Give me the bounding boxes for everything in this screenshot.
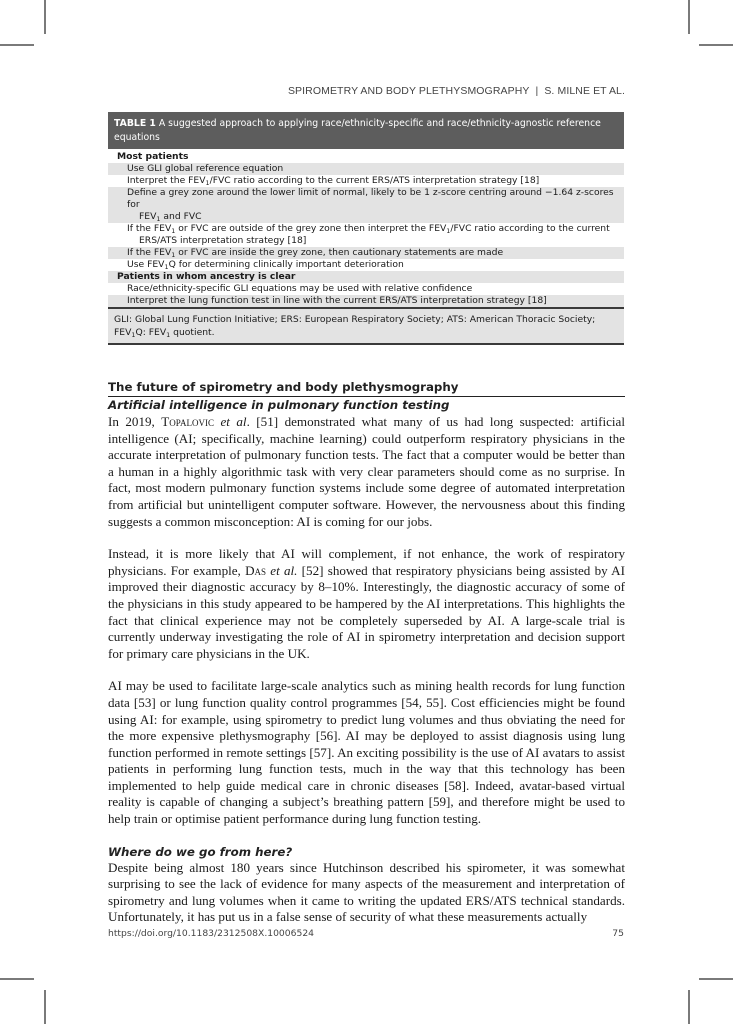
crop-mark (699, 978, 733, 980)
et-al: et al (213, 414, 247, 429)
table-group-heading: Patients in whom ancestry is clear (108, 271, 624, 283)
table-footnote: GLI: Global Lung Function Initiative; ERS: European Respiratory Society; ATS: American Thoracic Society; $FEV_1Q$: $FEV_1$ quotient. (108, 309, 624, 345)
paragraph-4: Despite being almost 180 years since Hutchinson described his spirometer, it was somewhat surprising to see the lack of evidence for many aspects of the measurement and interpretation of spirometry and lung volumes when it came to writing the updated ERS/ATS technical standards. Unfortunately, it has put us in a false sense of security of what these measurements actually (108, 859, 625, 925)
table-row: If the $FEV_1$ or FVC are outside of the grey zone then interpret the $FEV_1$/FVC ratio according to the current ERS/ATS interpretation strategy [18] (127, 223, 610, 246)
doi-link[interactable]: https://doi.org/10.1183/2312508X.10006524 (108, 928, 315, 939)
crop-mark (688, 990, 690, 1024)
table-row: Interpret the lung function test in line with the current ERS/ATS interpretation strategy [18] (108, 295, 624, 307)
running-head-separator: | (535, 85, 539, 97)
table-row: Define a grey zone around the lower limit of normal, likely to be 1 z-score centring around −1.64 z-scores for $FEV_1$ and FVC (108, 187, 624, 223)
table-caption-text: A suggested approach to applying race/ethnicity-specific and race/ethnicity-agnostic reference equations (114, 118, 601, 143)
running-head-title: SPIROMETRY AND BODY PLETHYSMOGRAPHY (287, 85, 530, 97)
subsection-heading: Artificial intelligence in pulmonary function testing (108, 398, 450, 412)
text-run: [52] showed that respiratory physicians being assisted by AI improved their diagnostic accuracy by 8–10%. Interestingly, the diagnostic accuracy of some of the physicians in this study appeared to be hampered by the AI interpretations. This highlights the fact that clinical experience may not be completely superseded by AI. A large-scale trial is currently underway investigating the role of AI in spirometry interpretation and decision support for primary care physicians in the UK. (108, 562, 626, 661)
table-row: Race/ethnicity-specific GLI equations may be used with relative confidence (127, 283, 473, 294)
table-1 (108, 112, 624, 345)
crop-mark (44, 0, 46, 34)
author-name: Topalovic (161, 414, 214, 429)
table-label: TABLE 1 (114, 118, 156, 129)
text-run: . [51] demonstrated what many of us had long suspected: artificial intelligence (AI; specifically, machine learning) could outperform respiratory physicians in the accurate interpretation of pulmonary function tests. The fact that a computer would be better than a human in a highly algorithmic task with very clear parameters should come as no surprise. In fact, most modern pulmonary function systems include some degree of automated interpretation from artificial but unintelligent computer software. However, the nervousness about this finding suggests a common misconception: AI is coming for our jobs. (108, 414, 625, 529)
author-name: Das (245, 562, 267, 578)
crop-mark (44, 990, 46, 1024)
section-future (108, 380, 625, 926)
subsection-heading: Where do we go from here? (108, 844, 293, 859)
running-head-authors: S. MILNE ET AL. (544, 85, 625, 97)
table-row: Use $FEV_1Q$ for determining clinically important deterioration (127, 259, 404, 271)
et-al: et al. (266, 562, 298, 578)
paragraph-3: AI may be used to facilitate large-scale analytics such as mining health records for lung function data [53] or lung function quality control programmes [54, 55]. Cost efficiencies might be found using AI: for example, using spirometry to predict lung volumes and thus obviating the need for the more expensive plethysmography [56]. AI may be deployed to assist diagnosis using lung function performed in remote settings [57]. An exciting possibility is the use of AI avatars to assist patients in performing lung function tests, much in the way that this technology has been implemented to help guide medical care in chronic diseases [58]. Indeed, avatar-based virtual reality is capable of changing a subject’s breathing pattern [59], and therefore might be used to help train or optimise patient performance during lung function testing. (108, 678, 625, 827)
table-caption (108, 112, 624, 149)
table-row: If the $FEV_1$ or FVC are inside the grey zone, then cautionary statements are made (108, 247, 624, 259)
page-footer (108, 928, 624, 939)
table-group-heading: Most patients (117, 151, 189, 162)
paragraph-1 (108, 414, 625, 530)
running-head (288, 85, 625, 97)
crop-mark (0, 44, 34, 46)
crop-mark (0, 978, 34, 980)
paragraph-2 (108, 546, 625, 662)
section-heading: The future of spirometry and body plethysmography (108, 380, 625, 397)
text-run: Instead, it is more likely that AI will complement, if not enhance, the work of respiratory physicians. For example, (108, 546, 625, 578)
text-run: In 2019, (108, 414, 162, 429)
crop-mark (699, 44, 733, 46)
crop-mark (688, 0, 690, 34)
table-row: Use GLI global reference equation (108, 163, 624, 175)
table-row: Interpret the $FEV_1$/FVC ratio according to the current ERS/ATS interpretation strategy [18] (127, 175, 540, 187)
page-number: 75 (612, 928, 624, 939)
